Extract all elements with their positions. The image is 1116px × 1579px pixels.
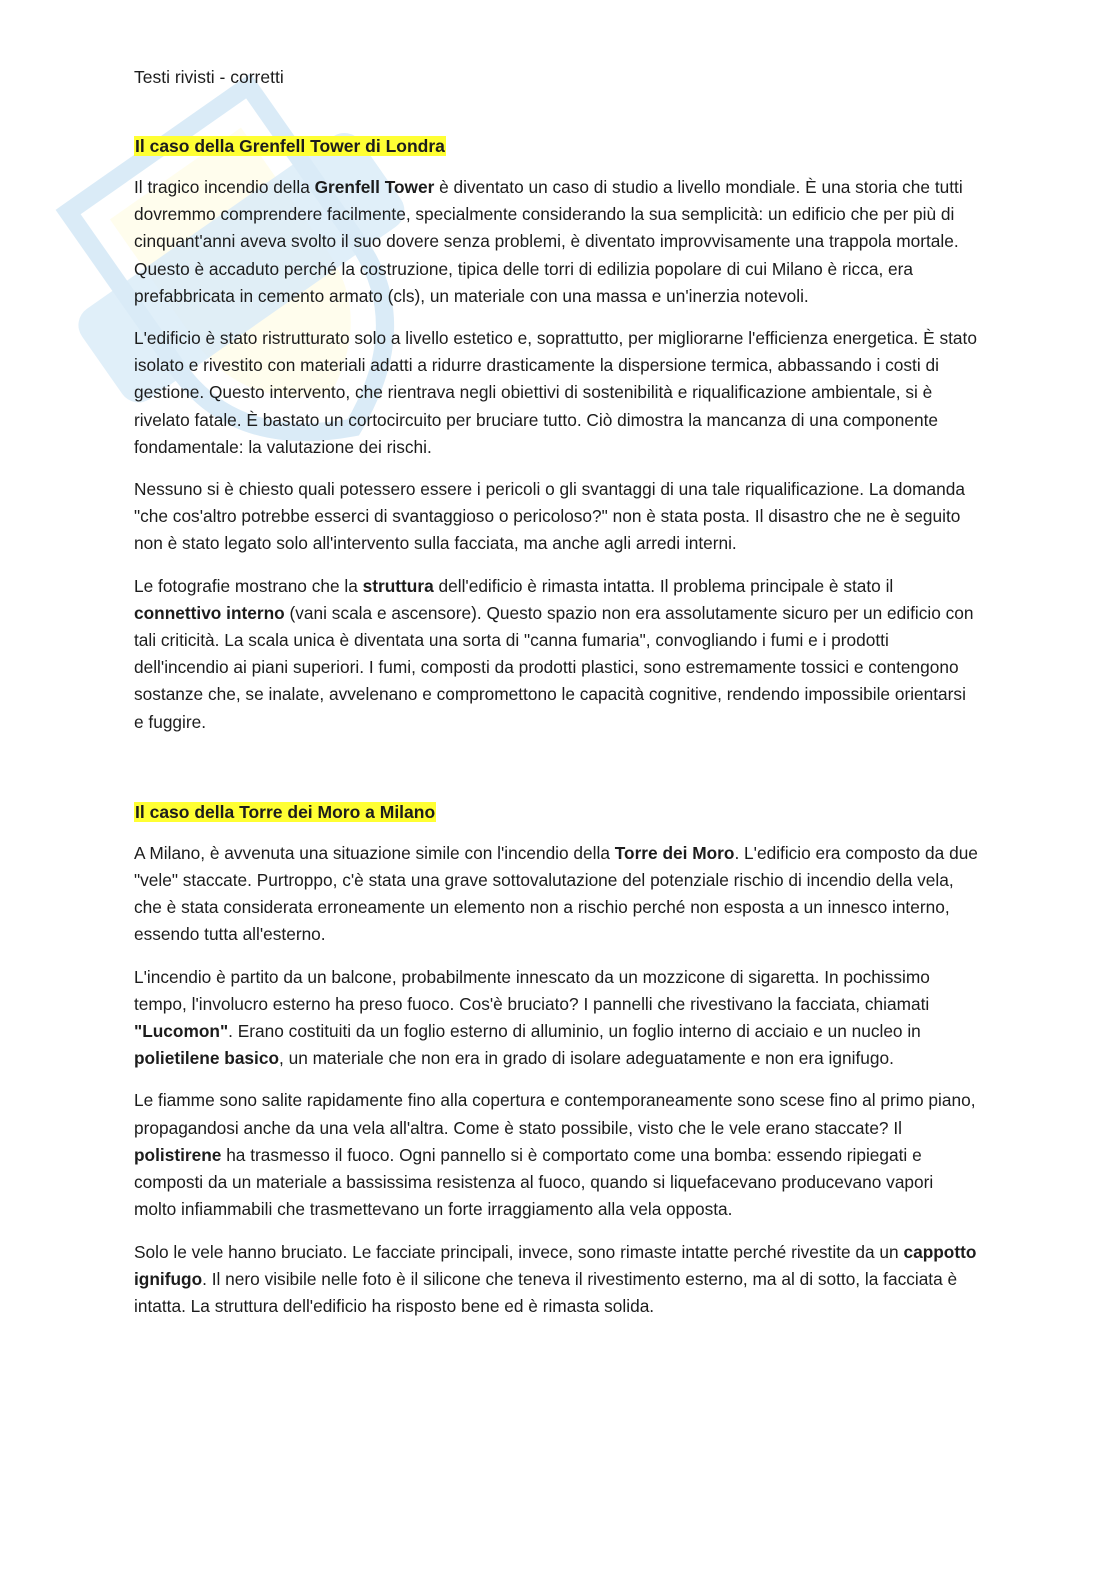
document-header: Testi rivisti - corretti <box>134 67 284 87</box>
text-run: (vani scala e ascensore). Questo spazio non era assolutamente sicuro per un edificio con tali criticità. La scala unica è diventata una sorta di "canna fumaria", convogliando i fumi e i prodotti dell'incendio ai piani superiori. I fumi, composti da prodotti plastici, sono estremamente tossici e contengono sostanze che, se inalate, avvelenano e compromettono le capacità cognitive, rendendo impossibile orientarsi e fuggire. <box>134 602 974 732</box>
text-run: Le fiamme sono salite rapidamente fino alla copertura e contemporaneamente sono scese fino al primo piano, propagandosi anche da una vela all'altra. Come è stato possibile, visto che le vele erano staccate? Il <box>134 1090 976 1138</box>
bold-phrase: polistirene <box>134 1144 222 1165</box>
text-run: L'edificio è stato ristrutturato solo a livello estetico e, soprattutto, per migliorarne l'efficienza energetica. È stato isolato e rivestito con materiali adatti a ridurre drasticamente la dispersione termica, abbassando i costi di gestione. Questo intervento, che rientrava negli obiettivi di sostenibilità e riqualificazione ambientale, si è rivelato fatale. È bastato un cortocircuito per bruciare tutto. Ciò dimostra la mancanza di una componente fondamentale: la valutazione dei rischi. <box>134 328 977 457</box>
text-run: . Erano costituiti da un foglio esterno di alluminio, un foglio interno di acciaio e un nucleo in <box>228 1021 921 1042</box>
text-run: A Milano, è avvenuta una situazione simile con l'incendio della <box>134 842 615 863</box>
text-run: Il tragico incendio della <box>134 177 315 197</box>
bold-phrase: struttura <box>362 575 434 596</box>
document-page <box>134 64 980 1335</box>
section-gap <box>134 751 980 799</box>
text-run: è diventato un caso di studio a livello mondiale. È una storia che tutti dovremmo comprendere facilmente, specialmente considerando la sua semplicità: un edificio che per più di cinquant'anni aveva svolto il suo dovere senza problemi, è diventato improvvisamente una trappola mortale. Questo è accaduto perché la costruzione, tipica delle torri di edilizia popolare di cui Milano è ricca, era prefabbricata in cemento armato (cls), un materiale con una massa e un'inerzia notevoli. <box>134 177 963 306</box>
text-run: . Il nero visibile nelle foto è il silicone che teneva il rivestimento esterno, ma al di sotto, la facciata è intatta. La struttura dell'edificio ha risposto bene ed è rimasta solida. <box>134 1268 958 1316</box>
paragraph <box>134 476 980 558</box>
text-run: Le fotografie mostrano che la <box>134 575 363 596</box>
text-run: dell'edificio è rimasta intatta. Il problema principale è stato il <box>433 575 894 596</box>
section-title <box>134 133 980 160</box>
bold-phrase: Grenfell Tower <box>314 177 435 197</box>
bold-phrase: cappotto ignifugo <box>134 1241 977 1289</box>
document-body <box>134 133 980 1320</box>
section-title-highlight: Il caso della Torre dei Moro a Milano <box>135 801 436 822</box>
text-run: . L'edificio era composto da due "vele" staccate. Purtroppo, c'è stata una grave sottovalutazione del potenziale rischio di incendio della vela, che è stata considerata erroneamente un elemento non a rischio perché non esposta a un innesco interno, essendo tutta all'esterno. <box>134 842 978 945</box>
paragraph <box>134 573 980 736</box>
text-run: Solo le vele hanno bruciato. Le facciate principali, invece, sono rimaste intatte perché rivestite da un <box>134 1241 904 1262</box>
bold-phrase: Torre dei Moro <box>614 842 735 863</box>
text-run: Nessuno si è chiesto quali potessero essere i pericoli o gli svantaggi di una tale riqualificazione. La domanda "che cos'altro potrebbe esserci di svantaggioso o pericoloso?" non è stata posta. Il disastro che ne è seguito non è stato legato solo all'intervento sulla facciata, ma anche agli arredi interni. <box>134 479 965 554</box>
text-run: ha trasmesso il fuoco. Ogni pannello si è comportato come una bomba: essendo ripiegati e composti da un materiale a bassissima resistenza al fuoco, quando si liquefacevano producevano vapori molto infiammabili che trasmettevano un forte irraggiamento alla vela opposta. <box>134 1144 934 1220</box>
paragraph <box>134 325 980 461</box>
text-run: , un materiale che non era in grado di isolare adeguatamente e non era ignifugo. <box>279 1048 894 1069</box>
bold-phrase: "Lucomon" <box>134 1021 229 1042</box>
section-title-highlight: Il caso della Grenfell Tower di Londra <box>135 136 445 156</box>
section-title <box>134 799 980 826</box>
bold-phrase: polietilene basico <box>134 1048 280 1069</box>
text-run: L'incendio è partito da un balcone, probabilmente innescato da un mozzicone di sigaretta. In pochissimo tempo, l'involucro esterno ha preso fuoco. Cos'è bruciato? I pannelli che rivestivano la facciata, chiamati <box>134 966 930 1014</box>
paragraph <box>134 840 980 949</box>
paragraph <box>134 964 980 1073</box>
paragraph <box>134 174 980 310</box>
paragraph <box>134 1087 980 1223</box>
paragraph <box>134 1239 980 1321</box>
bold-phrase: connettivo interno <box>134 602 285 623</box>
